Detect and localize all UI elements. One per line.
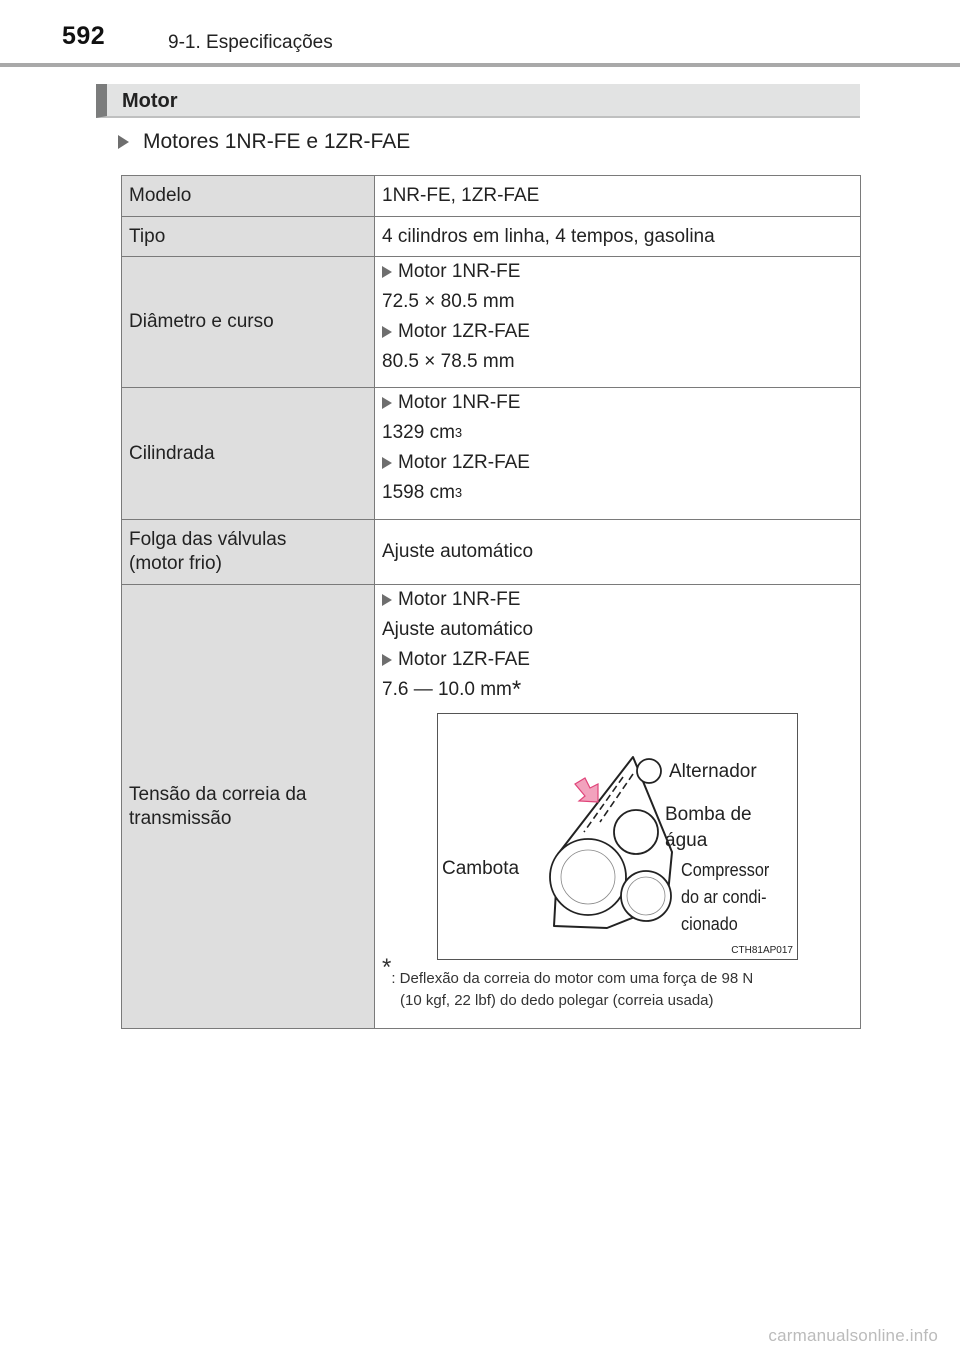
subheading-text: Motores 1NR-FE e 1ZR-FAE	[143, 130, 411, 153]
bore-value: 80.5 × 78.5 mm	[382, 351, 515, 372]
bullet-triangle-icon	[382, 594, 392, 606]
spec-table	[121, 175, 861, 1029]
displacement-value: 1329 cm 3	[382, 422, 463, 443]
row-label-valve: Folga das válvulas (motor frio)	[122, 520, 375, 585]
bullet-triangle-icon	[118, 135, 129, 149]
label-ac-compressor: Compressor do ar condi- cionado	[681, 860, 770, 934]
bullet-triangle-icon	[382, 397, 392, 409]
row-value-bore	[375, 257, 861, 388]
row-value-belt	[375, 585, 861, 1029]
displacement-value: 1598 cm 3	[382, 482, 463, 503]
table-row	[122, 585, 861, 1029]
row-label-type: Tipo	[122, 217, 375, 257]
table-row	[122, 217, 861, 257]
table-row	[122, 257, 861, 388]
row-label-model: Modelo	[122, 176, 375, 217]
belt-diagram	[437, 713, 798, 960]
engine-heading: Motor 1ZR-FAE	[382, 448, 853, 478]
row-value-model: 1NR-FE, 1ZR-FAE	[375, 176, 861, 217]
ac-compressor-pulley	[621, 871, 671, 921]
watermark: carmanualsonline.info	[768, 1326, 938, 1345]
footnote	[382, 954, 853, 1012]
crankshaft-pulley	[550, 839, 626, 915]
belt-value: 7.6 — 10.0 mm *	[382, 676, 522, 703]
bullet-triangle-icon	[382, 457, 392, 469]
page-number: 592	[62, 22, 106, 50]
row-value-type: 4 cilindros em linha, 4 tempos, gasolina	[375, 217, 861, 257]
belt-value: Ajuste automático	[382, 619, 534, 640]
row-label-displacement: Cilindrada	[122, 388, 375, 520]
bore-value: 72.5 × 80.5 mm	[382, 291, 515, 312]
section-title: Motor	[122, 90, 178, 112]
bullet-triangle-icon	[382, 326, 392, 338]
label-water-pump: Bomba de água	[665, 804, 752, 851]
table-row	[122, 520, 861, 585]
engine-subheading	[118, 130, 410, 154]
bullet-triangle-icon	[382, 654, 392, 666]
figure-code: CTH81AP017	[731, 945, 793, 956]
table-row	[122, 388, 861, 520]
push-arrow-icon	[575, 778, 598, 802]
header-rule	[0, 63, 960, 67]
engine-heading: Motor 1ZR-FAE	[382, 317, 853, 347]
table-row	[122, 176, 861, 217]
engine-heading: Motor 1NR-FE	[382, 388, 853, 418]
footnote-line-1: *: Deflexão da correia do motor com uma força de 98 N	[382, 954, 754, 987]
row-value-valve: Ajuste automático	[375, 520, 861, 585]
row-value-displacement	[375, 388, 861, 520]
engine-heading: Motor 1NR-FE	[382, 257, 853, 287]
footnote-line-2: (10 kgf, 22 lbf) do dedo polegar (correia usada)	[400, 992, 714, 1009]
water-pump-pulley	[614, 810, 658, 854]
bullet-triangle-icon	[382, 266, 392, 278]
row-label-belt: Tensão da correia da transmissão	[122, 585, 375, 1029]
chapter-title: 9-1. Especificações	[168, 32, 333, 53]
engine-heading: Motor 1NR-FE	[382, 585, 853, 615]
label-crankshaft: Cambota	[442, 858, 520, 879]
label-alternator: Alternador	[669, 761, 757, 782]
section-band	[96, 84, 860, 118]
row-label-bore: Diâmetro e curso	[122, 257, 375, 388]
engine-heading: Motor 1ZR-FAE	[382, 645, 853, 675]
alternator-pulley	[637, 759, 661, 783]
